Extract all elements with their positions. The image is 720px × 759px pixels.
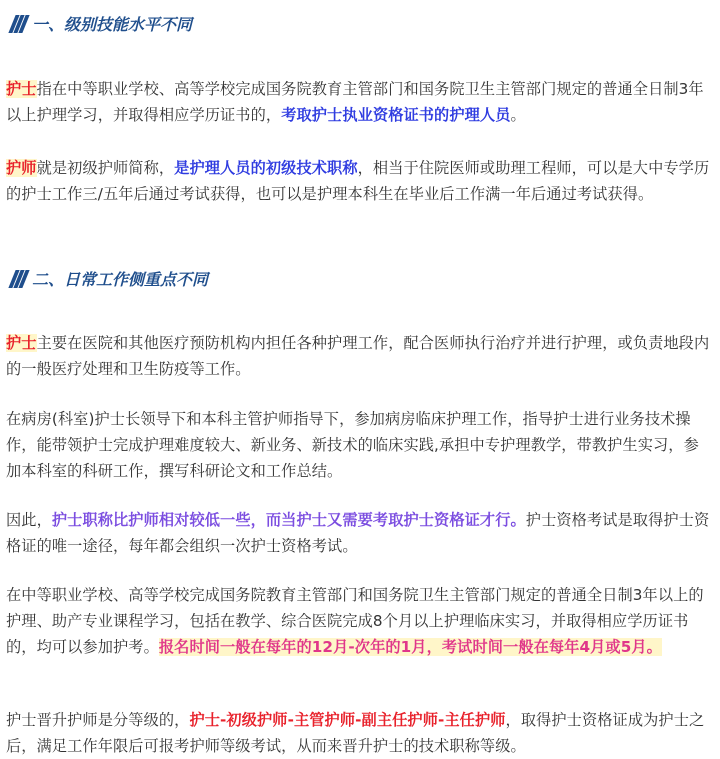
- emphasis-text: 考取护士执业资格证书的护理人员: [281, 106, 511, 124]
- paragraph-text: 。: [510, 106, 526, 124]
- paragraph-conclusion: [6, 507, 714, 559]
- emphasis-text: 护士职称比护师相对较低一些，而当护士又需要考取护士资格证才行。: [51, 511, 526, 529]
- section-heading-1: [12, 12, 192, 35]
- paragraph-promotion: [6, 707, 714, 759]
- section-heading-2: [12, 267, 208, 290]
- term-highlight: 护师: [6, 159, 37, 177]
- paragraph-text: 在病房(科室)护士长领导下和本科主管护师指导下，参加病房临床护理工作，指导护士进行业务技术操作，能带领护士完成护理难度较大、新业务、新技术的临床实践,承担中专护理教学，带教护生实习，参加本科室的科研工作，撰写科研论文和工作总结。: [6, 410, 699, 480]
- paragraph-nurse-definition: [6, 76, 714, 128]
- paragraph-text: 护士晋升护师是分等级的，: [6, 711, 190, 729]
- section-title: 二、日常工作侧重点不同: [32, 270, 209, 289]
- emphasis-text: 报名时间一般在每年的12月-次年的1月，考试时间一般在每年4月或5月。: [158, 638, 662, 656]
- paragraph-text: 因此，: [6, 511, 52, 529]
- term-highlight: 护士: [6, 80, 37, 98]
- paragraph-nurse-duties: [6, 330, 714, 382]
- paragraph-text: 指在中等职业学校、高等学校完成国务院教育主管部门和国务院卫生主管部门规定的普通全日制3年以上护理学习，并取得相应学历证书的，: [6, 80, 704, 124]
- section-title: 一、级别技能水平不同: [32, 15, 193, 34]
- paragraph-text: 在中等职业学校、高等学校完成国务院教育主管部门和国务院卫生主管部门规定的普通全日制3年以上的护理、助产专业课程学习，包括在教学、综合医院完成8个月以上护理临床实习，并取得相应学历证书的，均可以参加护考。: [6, 586, 704, 656]
- triple-slash-icon: [12, 15, 26, 33]
- paragraph-text: 主要在医院和其他医疗预防机构内担任各种护理工作，配合医师执行治疗并进行护理，或负责地段内的一般医疗处理和卫生防疫等工作。: [6, 334, 710, 378]
- paragraph-ward-duties: [6, 406, 714, 484]
- paragraph-text: 护士资格考试是取得护士资格证的唯一途径，每年都会组织一次护士资格考试。: [6, 511, 710, 555]
- triple-slash-icon: [12, 270, 26, 288]
- paragraph-exam-eligibility: [6, 582, 714, 660]
- paragraph-text: ，取得护士资格证成为护士之后，满足工作年限后可报考护师等级考试，从而来晋升护士的技术职称等级。: [6, 711, 705, 755]
- paragraph-text: 就是初级护师简称，: [36, 159, 175, 177]
- emphasis-text: 是护理人员的初级技术职称: [174, 159, 358, 177]
- paragraph-text: ，相当于住院医师或助理工程师，可以是大中专学历的护士工作三/五年后通过考试获得，也可以是护理本科生在毕业后工作满一年后通过考试获得。: [6, 159, 710, 203]
- emphasis-text: 护士-初级护师-主管护师-副主任护师-主任护师: [189, 711, 506, 729]
- term-highlight: 护士: [6, 334, 37, 352]
- paragraph-nurse-practitioner-definition: [6, 155, 714, 207]
